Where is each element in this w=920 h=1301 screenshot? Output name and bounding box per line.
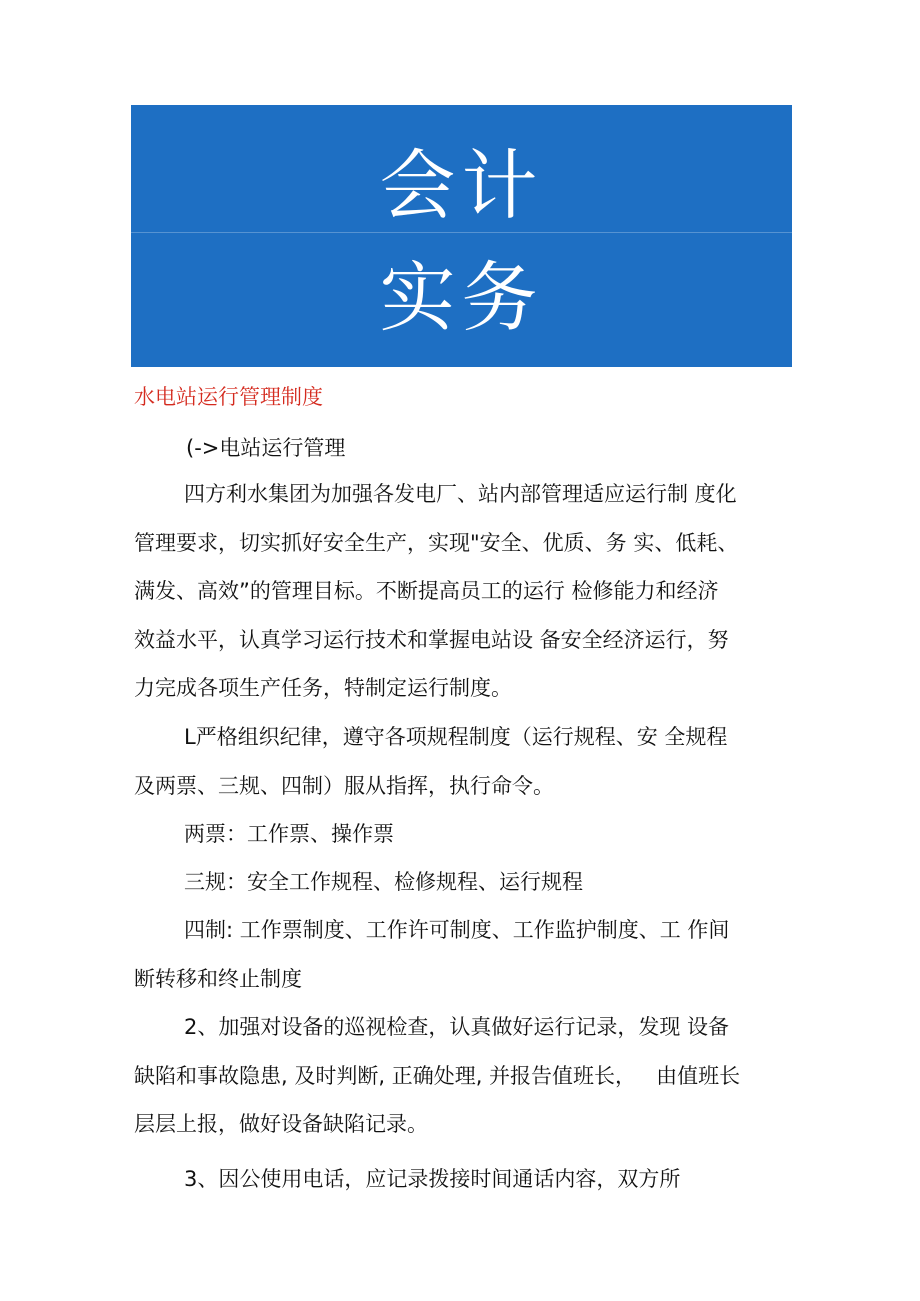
document-title: 水电站运行管理制度 [134, 385, 323, 409]
paragraph-four-systems [134, 906, 794, 1003]
banner-title-line2: 实务 [379, 253, 544, 342]
paragraph-line: 断转移和终止制度 [134, 966, 302, 991]
paragraph-intro [134, 470, 794, 713]
banner-divider [131, 232, 792, 233]
paragraph-two-tickets: 两票：工作票、操作票 [184, 822, 394, 846]
paragraph-line: 效益水平，认真学习运行技术和掌握电站设 备安全经济运行，努 [134, 627, 729, 652]
paragraph-rule-1 [134, 713, 794, 810]
paragraph-rule-3: 3、因公使用电话，应记录拨接时间通话内容，双方所 [184, 1167, 681, 1191]
paragraph-line: 满发、高效”的管理目标。不断提高员工的运行 检修能力和经济 [134, 579, 719, 603]
section-heading: (->电站运行管理 [186, 436, 346, 460]
title-banner [131, 105, 792, 367]
paragraph-three-rules: 三规：安全工作规程、检修规程、运行规程 [184, 870, 583, 894]
paragraph-line: 缺陷和事故隐患, 及时判断, 正确处理, 并报告值班长， 由值班长 [134, 1063, 741, 1088]
banner-title-line1: 会计 [379, 141, 544, 230]
paragraph-line: 及两票、三规、四制）服从指挥，执行命令。 [134, 773, 554, 798]
paragraph-rule-2 [134, 1003, 794, 1149]
paragraph-line: 层层上报，做好设备缺陷记录。 [134, 1112, 428, 1136]
paragraph-line: 四制: 工作票制度、工作许可制度、工作监护制度、工 作间 [184, 918, 730, 942]
paragraph-line: 力完成各项生产任务，特制定运行制度。 [134, 676, 512, 700]
paragraph-line: 2、加强对设备的巡视检查，认真做好运行记录，发现 设备 [184, 1015, 730, 1039]
paragraph-line: L严格组织纪律，遵守各项规程制度（运行规程、安 全规程 [184, 725, 728, 749]
paragraph-line: 四方利水集团为加强各发电厂、站内部管理适应运行制 度化 [184, 482, 737, 506]
paragraph-line: 管理要求，切实抓好安全生产，实现"安全、优质、务 实、低耗、 [134, 530, 739, 555]
